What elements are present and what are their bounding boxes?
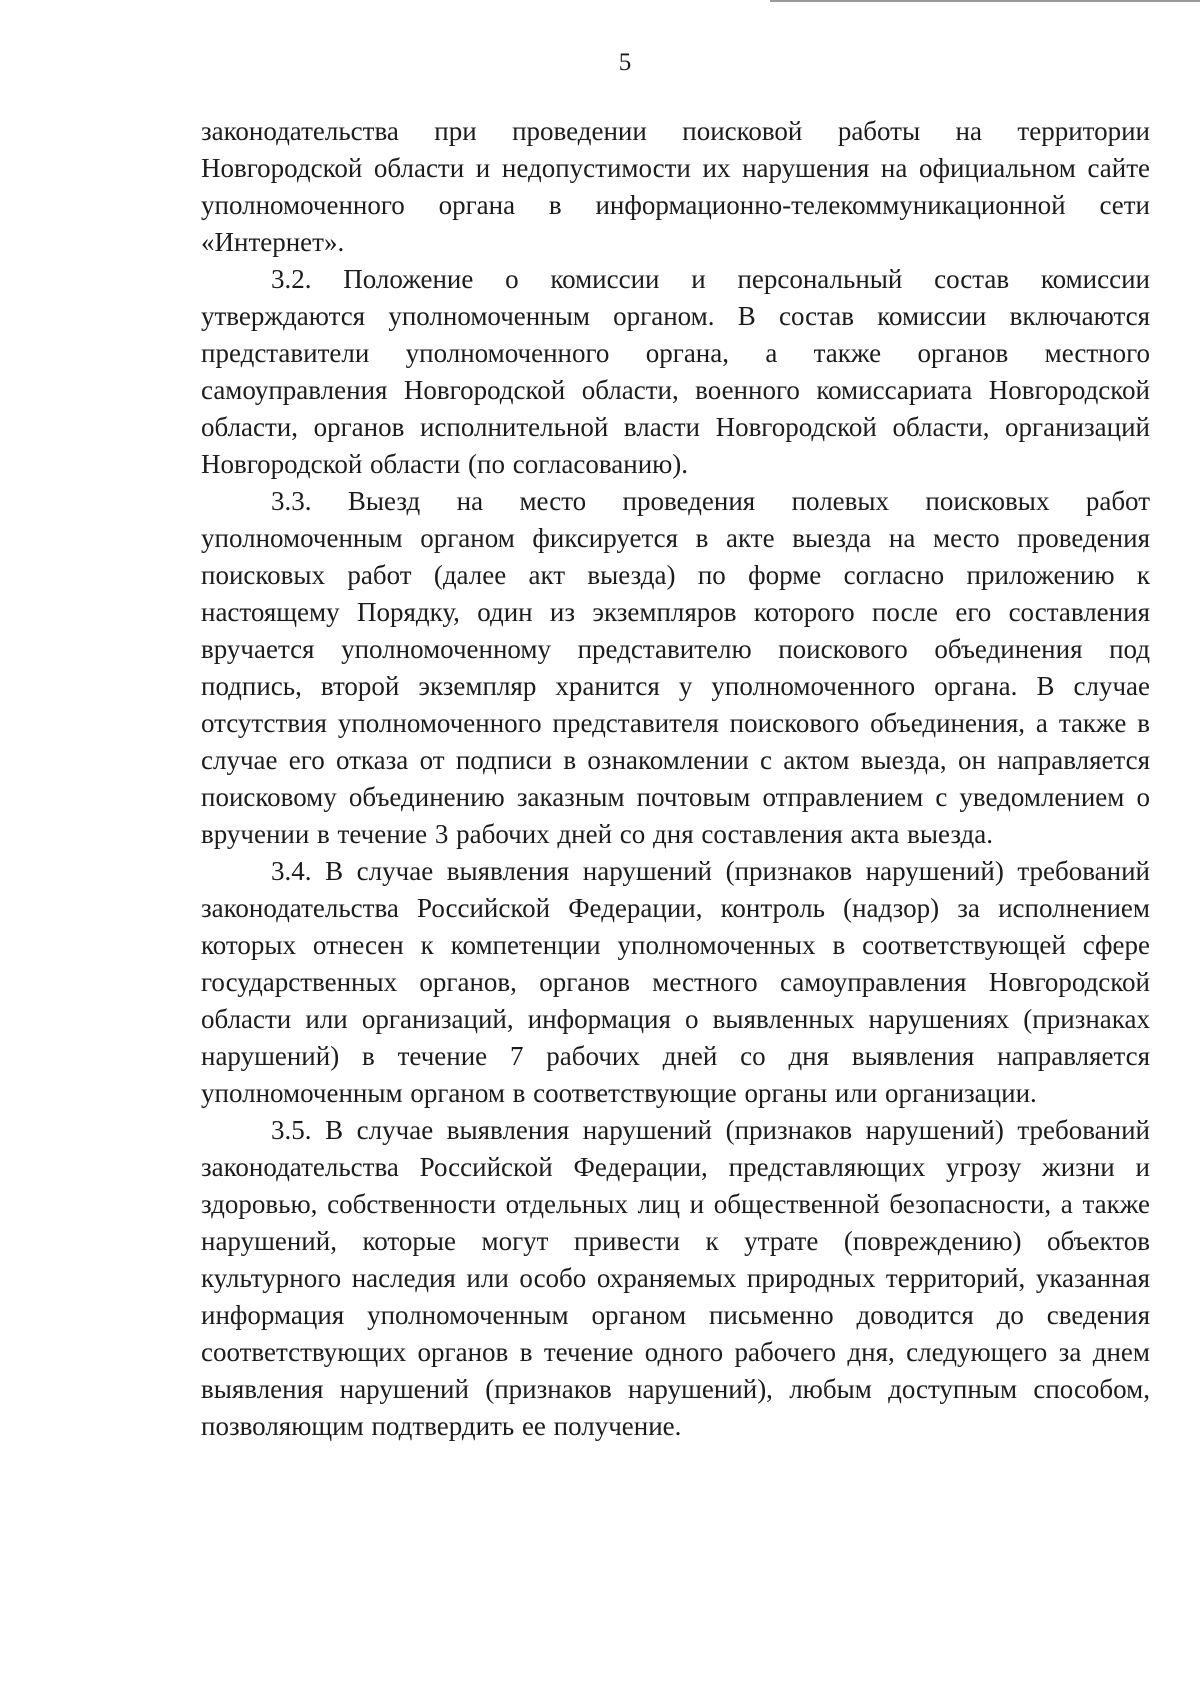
paragraph-3-3: 3.3. Выезд на место проведения полевых поисковых работ уполномоченным органом фиксируется в акте выезда на место проведения поисковых работ (далее акт выезда) по форме согласно приложению к настоящему Порядку, один из экземпляров которого после его составления вручается уполномоченному представителю поискового объединения под подпись, второй экземпляр хранится у уполномоченного органа. В случае отсутствия уполномоченного представителя поискового объединения, а также в случае его отказа от подписи в ознакомлении с актом выезда, он направляется поисковому объединению заказным почтовым отправлением с уведомлением о вручении в течение 3 рабочих дней со дня составления акта выезда. — [201, 486, 1150, 849]
document-body — [201, 113, 1150, 1445]
scan-edge-line — [770, 0, 1200, 2]
page-number: 5 — [618, 49, 632, 76]
paragraph-continuation: законодательства при проведении поисковой работы на территории Новгородской области и недопустимости их нарушения на официальном сайте уполномоченного органа в информационно-телекоммуникационной сети «Интернет». — [201, 116, 1150, 257]
paragraph-3-2: 3.2. Положение о комиссии и персональный состав комиссии утверждаются уполномоченным органом. В состав комиссии включаются представители уполномоченного органа, а также органов местного самоуправления Новгородской области, военного комиссариата Новгородской области, органов исполнительной власти Новгородской области, организаций Новгородской области (по согласованию). — [201, 264, 1150, 479]
paragraph-3-4: 3.4. В случае выявления нарушений (признаков нарушений) требований законодательства Российской Федерации, контроль (надзор) за исполнением которых отнесен к компетенции уполномоченных в соответствующей сфере государственных органов, органов местного самоуправления Новгородской области или организаций, информация о выявленных нарушениях (признаках нарушений) в течение 7 рабочих дней со дня выявления направляется уполномоченным органом в соответствующие органы или организации. — [201, 856, 1150, 1108]
paragraph-3-5: 3.5. В случае выявления нарушений (признаков нарушений) требований законодательства Российской Федерации, представляющих угрозу жизни и здоровью, собственности отдельных лиц и общественной безопасности, а также нарушений, которые могут привести к утрате (повреждению) объектов культурного наследия или особо охраняемых природных территорий, указанная информация уполномоченным органом письменно доводится до сведения соответствующих органов в течение одного рабочего дня, следующего за днем выявления нарушений (признаков нарушений), любым доступным способом, позволяющим подтвердить ее получение. — [201, 1115, 1150, 1441]
